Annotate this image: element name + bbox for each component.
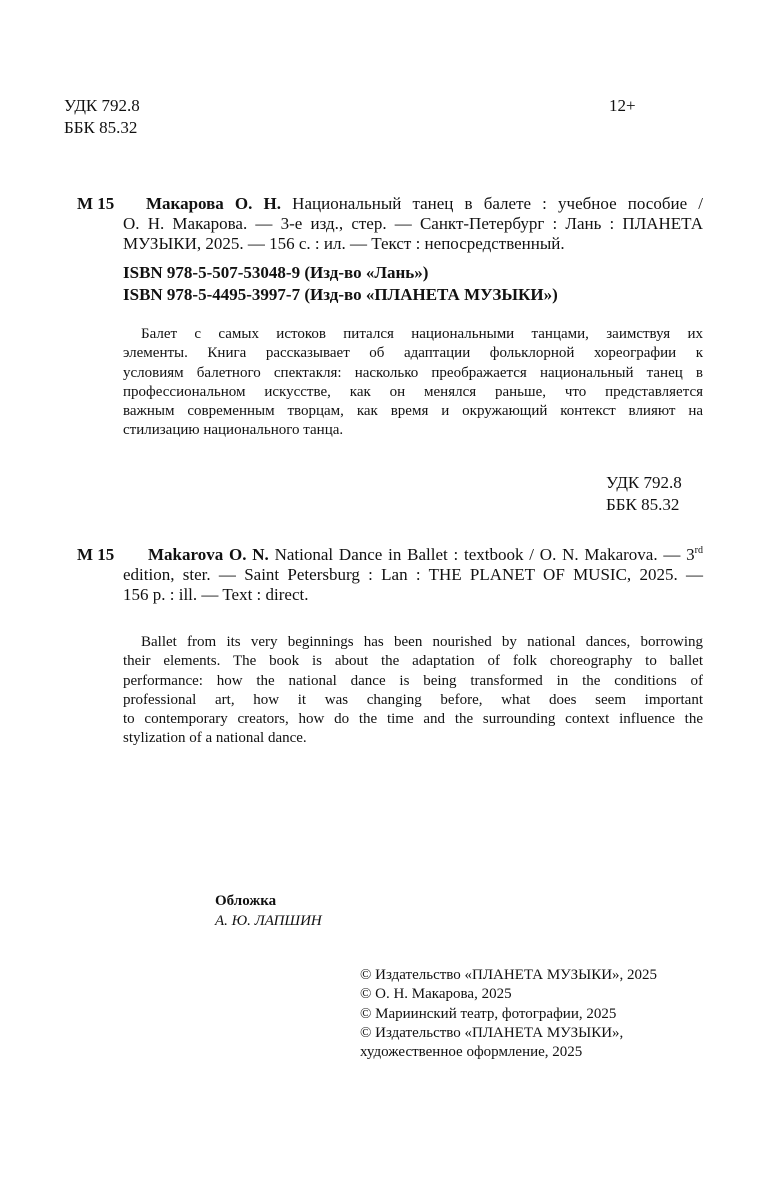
copyright-line: © О. Н. Макарова, 2025 [360,986,512,1003]
bbk-code: ББК 85.32 [64,118,138,137]
en-abstract-line: performance: how the national dance is being transformed in the conditions of [123,672,703,689]
ru-abstract-line: важным современным творцам, как время и окружающий контекст влияют на [123,403,703,420]
ru-abstract-line: стилизацию национального танца. [123,422,344,439]
ru-abstract-line: Балет с самых истоков питался национальными танцами, заимствуя их [141,326,703,342]
en-abstract-line: their elements. The book is about the adaptation of folk choreography to ballet [123,653,703,670]
ru-record-line2: О. Н. Макарова. — 3-е изд., стер. — Санкт-Петербург : Лань : ПЛАНЕТА [123,214,703,233]
en-abstract-line: professional art, how it was changing before, what does seem important [123,691,703,708]
copyright-line: © Мариинский театр, фотографии, 2025 [360,1005,617,1022]
en-record-block [123,545,703,605]
ru-abstract [123,325,703,441]
isbn-lan: ISBN 978-5-507-53048-9 (Изд-во «Лань») [123,263,429,282]
en-record-line3: 156 p. : ill. — Text : direct. [123,585,309,604]
cover-artist: А. Ю. ЛАПШИН [215,913,322,929]
en-abstract-line: Ballet from its very beginnings has been nourished by national dances, borrowing [141,634,703,650]
en-abstract [123,633,703,749]
en-abstract-line: to contemporary creators, how do the time and the surrounding context influence the [123,711,703,728]
ru-record-block [123,194,703,254]
ru-record-title: Национальный танец в балете : учебное пособие / [292,194,703,213]
en-record-title: National Dance in Ballet : textbook / O. N. Makarova. — 3 [274,545,695,564]
ru-record-author: Макарова О. Н. [146,194,282,213]
isbn-planet: ISBN 978-5-4495-3997-7 (Изд-во «ПЛАНЕТА МУЗЫКИ») [123,285,558,304]
en-record-index: M 15 [77,545,115,564]
ru-record-line3: МУЗЫКИ, 2025. — 156 с. : ил. — Текст : непосредственный. [123,234,565,253]
en-record-line1 [123,545,703,565]
ru-abstract-line: элементы. Книга рассказывает об адаптации фольклорной хореографии к [123,345,703,362]
en-abstract-line: stylization of a national dance. [123,730,307,747]
ru-record-index: М 15 [77,194,115,213]
ru-abstract-line: профессиональном искусстве, как он менялся раньше, что представляется [123,383,703,400]
ru-record-line1 [123,194,703,214]
copyright-block [360,966,657,1062]
en-record-line2: edition, ster. — Saint Petersburg : Lan : THE PLANET OF MUSIC, 2025. — [123,565,703,584]
en-record-author: Makarova O. N. [148,545,269,564]
copyright-line: художественное оформление, 2025 [360,1044,583,1061]
copyright-line: © Издательство «ПЛАНЕТА МУЗЫКИ», [360,1024,624,1041]
udk-code: УДК 792.8 [64,96,140,115]
en-bbk-code: ББК 85.32 [606,495,680,514]
age-rating: 12+ [609,96,636,115]
ru-abstract-line: условиям балетного спектакля: насколько преображается национальный танец в [123,364,703,381]
cover-label: Обложка [215,893,277,909]
en-record-ordinal: rd [694,545,703,556]
en-udk-code: УДК 792.8 [606,473,682,492]
copyright-line: © Издательство «ПЛАНЕТА МУЗЫКИ», 2025 [360,967,658,983]
